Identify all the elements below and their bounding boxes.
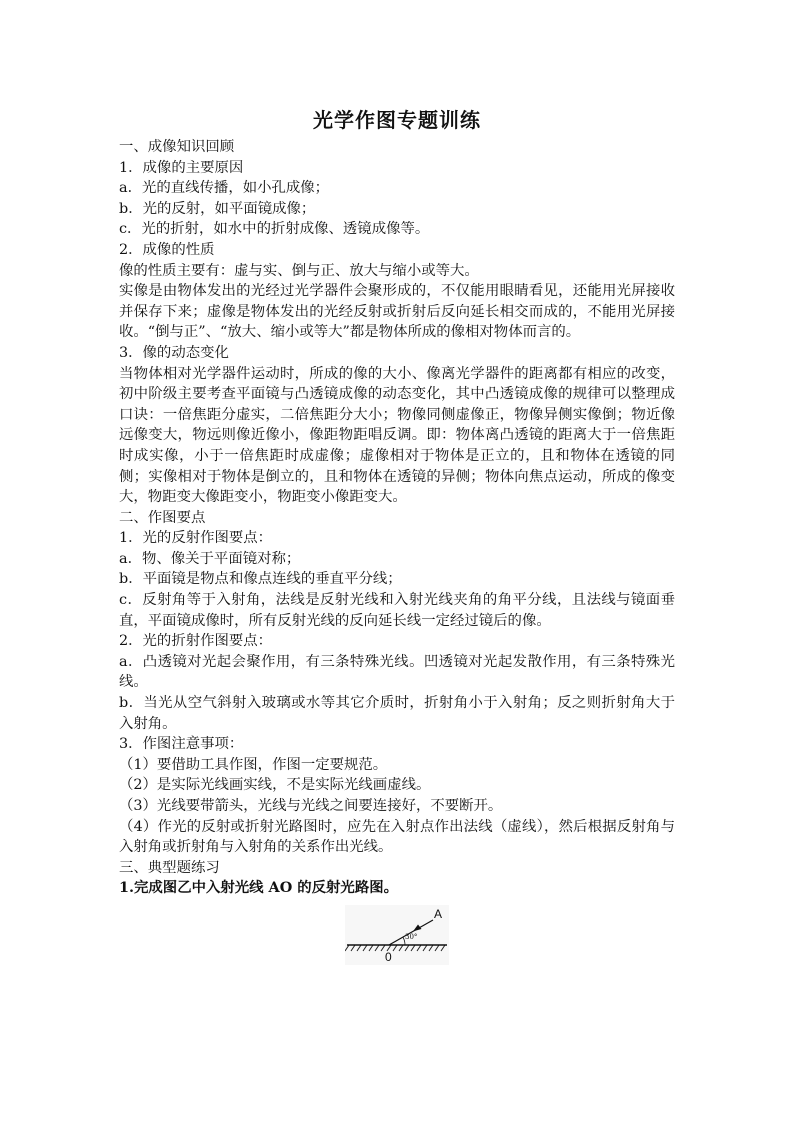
- reflection-figure: [119, 903, 675, 969]
- subheading-1-2: 2．成像的性质: [119, 241, 215, 258]
- section-heading-3: 三、典型题练习: [119, 859, 220, 876]
- reflection-diagram: [345, 905, 449, 965]
- list-item-c: c．反射角等于入射角，法线是反射光线和入射光线夹角的角平分线，且法线与镜面垂直，平面镜成像时，所有反射光线的反向延长线一定经过镜后的像。: [119, 592, 675, 629]
- subheading-1-3: 3．像的动态变化: [119, 344, 229, 361]
- section-heading-1: 一、成像知识回顾: [119, 139, 235, 155]
- document-body: [119, 137, 675, 969]
- list-item-b: b．当光从空气斜射入玻璃或水等其它介质时，折射角小于入射角；反之则折射角大于入射角。: [119, 695, 675, 732]
- page-title: 光学作图专题训练: [313, 108, 481, 132]
- point-label-O: 0: [385, 949, 392, 964]
- section-heading-2: 二、作图要点: [119, 509, 206, 526]
- list-item-c: c．光的折射，如水中的折射成像、透镜成像等。: [119, 221, 430, 238]
- paragraph-dynamic-change: 当物体相对光学器件运动时，所成的像的大小、像离光学器件的距离都有相应的改变，初中阶级主要考查平面镜与凸透镜成像的动态变化，其中凸透镜成像的规律可以整理成口诀：一倍焦距分虚实，二倍焦距分大小；物像同侧虚像正，物像异侧实像倒；物近像远像变大，物远则像近像小，像距物距唱反调。即：物体离凸透镜的距离大于一倍焦距时成实像，小于一倍焦距时成虚像；虚像相对于物体是正立的，且和物体在透镜的同侧；实像相对于物体是倒立的，且和物体在透镜的异侧；物体向焦点运动，所成的像变大，物距变大像距变小，物距变小像距变大。: [119, 365, 675, 506]
- list-item-a: a．光的直线传播，如小孔成像；: [119, 180, 330, 197]
- subheading-2-2: 2．光的折射作图要点：: [119, 633, 273, 650]
- list-item-b: b．平面镜是物点和像点连线的垂直平分线；: [119, 571, 402, 588]
- note-item-1: （1）要借助工具作图，作图一定要规范。: [119, 756, 388, 773]
- note-item-2: （2）是实际光线画实线，不是实际光线画虚线。: [119, 777, 431, 794]
- subheading-2-3: 3．作图注意事项：: [119, 736, 244, 753]
- paragraph-real-virtual: 实像是由物体发出的光经过光学器件会聚形成的，不仅能用眼睛看见，还能用光屏接收并保存下来；虚像是物体发出的光经反射或折射后反向延长相交而成的，不能用光屏接收。“倒与正”、“放大、缩小或等大”都是物体所成的像相对物体而言的。: [119, 283, 675, 341]
- list-item-b: b．光的反射，如平面镜成像；: [119, 200, 316, 217]
- question-1: 1.完成图乙中入射光线 AO 的反射光路图。: [119, 879, 398, 897]
- paragraph-properties: 像的性质主要有：虚与实、倒与正、放大与缩小或等大。: [119, 262, 479, 279]
- angle-label: 30°: [405, 932, 418, 941]
- subheading-1-1: 1．成像的主要原因: [119, 159, 244, 176]
- note-item-3: （3）光线要带箭头，光线与光线之间要连接好，不要断开。: [119, 798, 503, 814]
- subheading-2-1: 1．光的反射作图要点：: [119, 530, 273, 547]
- point-label-A: A: [434, 906, 443, 921]
- list-item-a: a．物、像关于平面镜对称；: [119, 550, 301, 567]
- note-item-4: （4）作光的反射或折射光路图时，应先在入射点作出法线（虚线），然后根据反射角与入射角或折射角与入射角的关系作出光线。: [119, 818, 675, 856]
- list-item-a: a．凸透镜对光起会聚作用，有三条特殊光线。凹透镜对光起发散作用，有三条特殊光线。: [119, 653, 675, 691]
